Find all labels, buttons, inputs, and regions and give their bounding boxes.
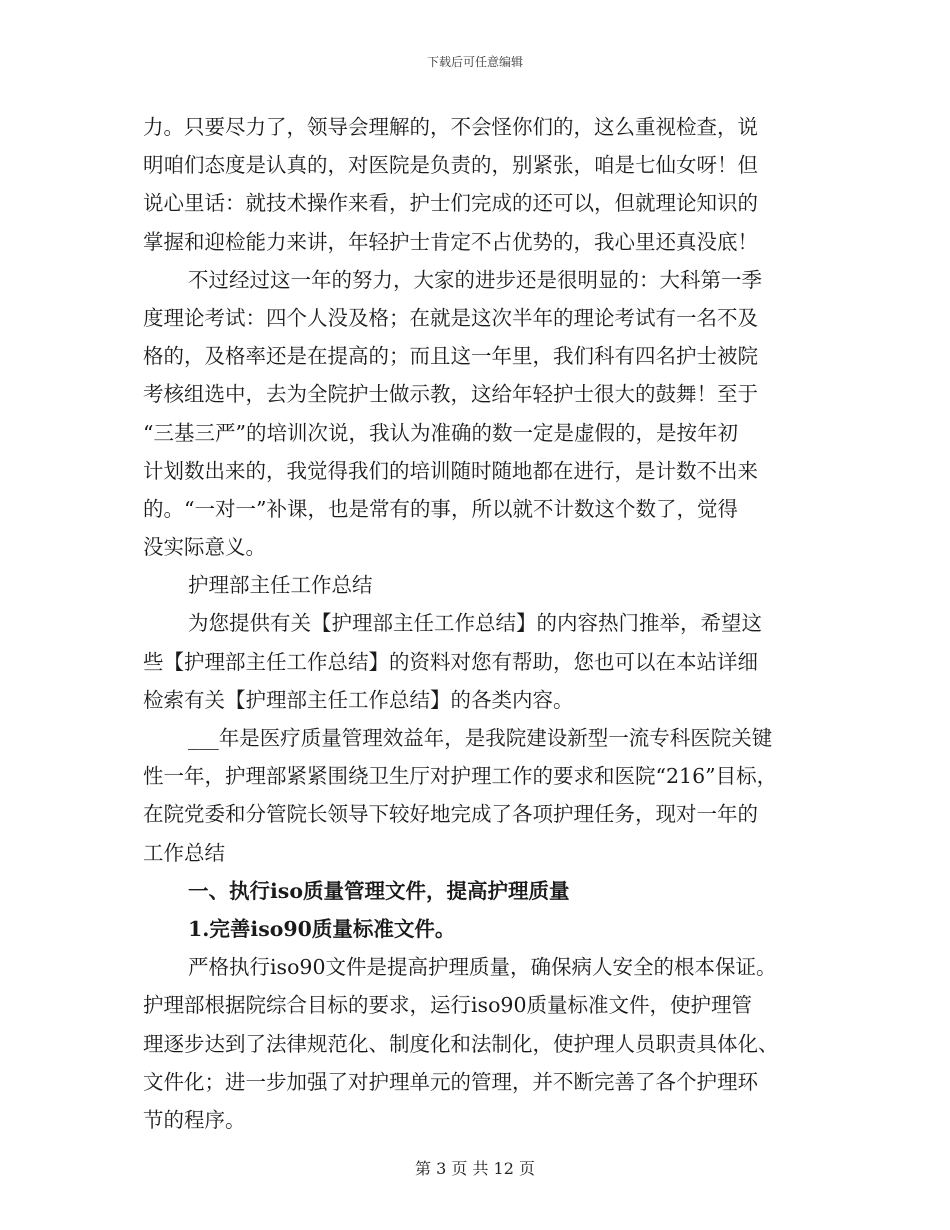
paragraph-line: 理逐步达到了法律规范化、制度化和法制化，使护理人员职责具体化、 bbox=[143, 1031, 779, 1056]
paragraph-line: 力。只要尽力了，领导会理解的，不会怪你们的，这么重视检查，说 bbox=[143, 115, 758, 139]
paragraph-line: 计划数出来的，我觉得我们的培训随时随地都在进行，是计数不出来 bbox=[143, 458, 758, 483]
paragraph-line: 些【护理部主任工作总结】的资料对您有帮助，您也可以在本站详细 bbox=[143, 649, 758, 674]
paragraph-line: 护理部根据院综合目标的要求，运行iso90质量标准文件，使护理管 bbox=[143, 993, 753, 1018]
page-header: 下载后可任意编辑 bbox=[426, 55, 523, 69]
document-body bbox=[143, 108, 823, 1139]
paragraph-line: 掌握和迎检能力来讲，年轻护士肯定不占优势的，我心里还真没底！ bbox=[143, 229, 758, 254]
paragraph-line: 严格执行iso90文件是提高护理质量，确保病人安全的根本保证。 bbox=[188, 955, 777, 980]
paragraph-line: 在院党委和分管院长领导下较好地完成了各项护理任务，现对一年的 bbox=[143, 802, 758, 827]
paragraph-line: 明咱们态度是认真的，对医院是负责的，别紧张，咱是七仙女呀！但 bbox=[143, 153, 758, 178]
page-number-footer: 第 3 页 共 12 页 bbox=[415, 1159, 535, 1178]
paragraph-line: 护理部主任工作总结 bbox=[188, 573, 373, 598]
section-heading-line: 一、执行iso质量管理文件，提高护理质量 bbox=[188, 878, 570, 903]
paragraph-line: “三基三严”的培训次说，我认为准确的数一定是虚假的，是按年初 bbox=[143, 420, 738, 445]
section-heading-line: 1.完善iso90质量标准文件。 bbox=[188, 916, 456, 941]
paragraph-line: 为您提供有关【护理部主任工作总结】的内容热门推举，希望这 bbox=[188, 611, 762, 636]
paragraph-line: 说心里话：就技术操作来看，护士们完成的还可以，但就理论知识的 bbox=[143, 191, 758, 216]
paragraph-line: 度理论考试：四个人没及格；在就是这次半年的理论考试有一名不及 bbox=[143, 305, 758, 330]
paragraph-line: ___年是医疗质量管理效益年，是我院建设新型一流专科医院关键 bbox=[188, 726, 773, 750]
paragraph-line: 不过经过这一年的努力，大家的进步还是很明显的：大科第一季 bbox=[188, 267, 762, 292]
paragraph-line: 格的，及格率还是在提高的；而且这一年里，我们科有四名护士被院 bbox=[143, 344, 758, 369]
paragraph-line: 考核组选中，去为全院护士做示教，这给年轻护士很大的鼓舞！至于 bbox=[143, 382, 758, 407]
paragraph-line: 文件化；进一步加强了对护理单元的管理，并不断完善了各个护理环 bbox=[143, 1069, 758, 1094]
paragraph-line: 没实际意义。 bbox=[143, 535, 266, 560]
paragraph-line: 的。“一对一”补课，也是常有的事，所以就不计数这个数了，觉得 bbox=[143, 496, 738, 521]
paragraph-line: 节的程序。 bbox=[143, 1107, 246, 1132]
paragraph-line: 工作总结 bbox=[143, 840, 225, 865]
paragraph-line: 性一年，护理部紧紧围绕卫生厅对护理工作的要求和医院“216”目标， bbox=[143, 764, 778, 789]
paragraph-line: 检索有关【护理部主任工作总结】的各类内容。 bbox=[143, 687, 574, 712]
